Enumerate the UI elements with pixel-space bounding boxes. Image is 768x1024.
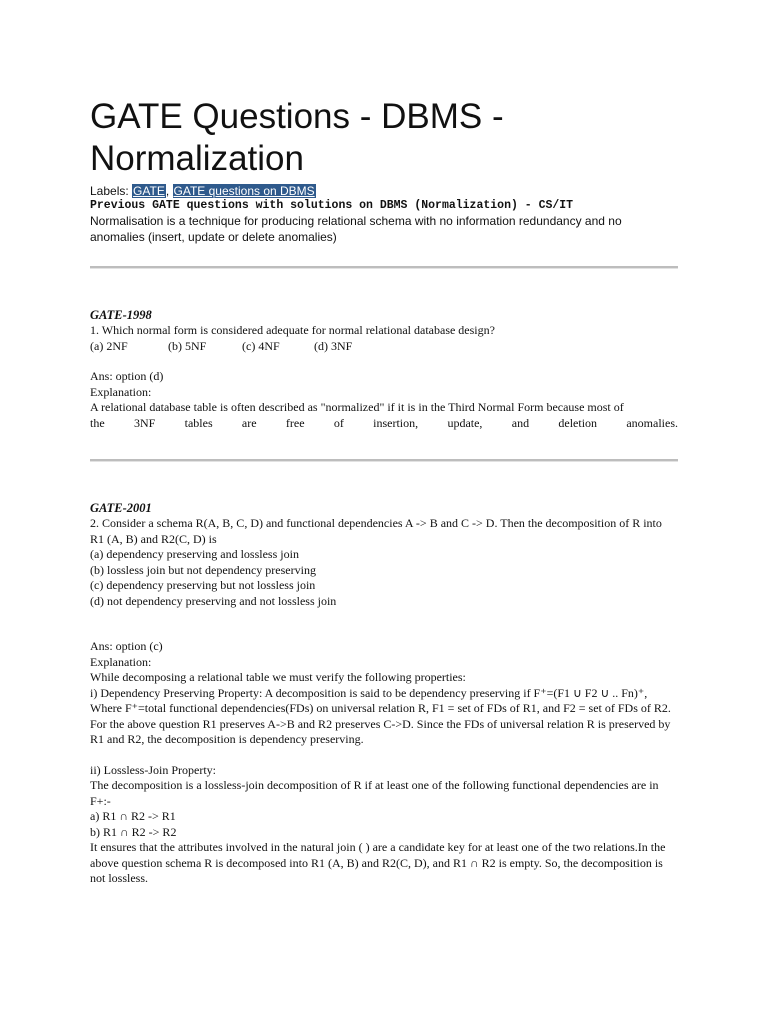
page-title xyxy=(90,96,678,180)
question-1-text: 1. Which normal form is considered adequate for normal relational database design? xyxy=(90,323,495,337)
section-title-gate-1998: GATE-1998 xyxy=(90,308,152,322)
labels-prefix: Labels: xyxy=(90,184,129,198)
labels-row xyxy=(90,184,678,198)
explanation-label-1: Explanation: xyxy=(90,384,152,399)
explanation-1-line-1: A relational database table is often described as "normalized" if it is in the Third Normal Form because most of xyxy=(90,400,624,414)
option-a: (a) dependency preserving and lossless join xyxy=(90,547,299,561)
title-line-2: Normalization xyxy=(90,139,304,178)
section-title-gate-2001: GATE-2001 xyxy=(90,501,152,515)
label-separator: , xyxy=(165,184,170,198)
option-a: (a) 2NF xyxy=(90,338,128,353)
dependency-preserving-property: i) Dependency Preserving Property: A decomposition is said to be dependency preserving if F⁺=(F1 ∪ F2 ∪ .. Fn)⁺, Where F⁺=total functional dependencies(FDs) on universal relation R, F1 = set of FDs of R1, and F2 = set of FDs of R2. xyxy=(90,685,671,715)
lossless-join-text: The decomposition is a lossless-join decomposition of R if at least one of the following functional dependencies are in F+:- xyxy=(90,778,659,808)
option-c: (c) dependency preserving but not lossless join xyxy=(90,578,316,592)
title-line-1: GATE Questions - DBMS - xyxy=(90,97,504,136)
intro-paragraph: Normalisation is a technique for producing relational schema with no information redundancy and no anomalies (insert, update or delete anomalies) xyxy=(90,214,622,244)
dependency-preserving-note: For the above question R1 preserves A->B and R2 preserves C->D. Since the FDs of universal relation R is preserved by R1 and R2, the decomposition is dependency preserving. xyxy=(90,716,671,746)
lossless-condition-b: b) R1 ∩ R2 -> R2 xyxy=(90,824,177,839)
question-1-options xyxy=(90,339,678,355)
option-b: (b) lossless join but not dependency preserving xyxy=(90,562,316,577)
lossless-condition-a: a) R1 ∩ R2 -> R1 xyxy=(90,809,176,823)
explanation-label-2: Explanation: xyxy=(90,654,152,669)
answer-1: Ans: option (d) xyxy=(90,369,164,383)
explanation-intro: While decomposing a relational table we must verify the following properties: xyxy=(90,670,466,684)
question-2 xyxy=(90,500,678,887)
answer-2: Ans: option (c) xyxy=(90,639,163,653)
lossless-join-title: ii) Lossless-Join Property: xyxy=(90,762,216,777)
article xyxy=(90,96,678,887)
label-link-gate[interactable]: GATE xyxy=(133,184,165,198)
option-d: (d) not dependency preserving and not lossless join xyxy=(90,593,337,608)
question-2-text: 2. Consider a schema R(A, B, C, D) and functional dependencies A -> B and C -> D. Then the decomposition of R into R1 (A, B) and R2(C, D) is xyxy=(90,516,662,546)
question-1 xyxy=(90,307,678,431)
page-subtitle: Previous GATE questions with solutions on DBMS (Normalization) - CS/IT xyxy=(90,199,574,212)
explanation-1-line-2: the 3NF tables are free of insertion, update, and deletion anomalies. xyxy=(90,415,678,430)
label-link-gate-dbms[interactable]: GATE questions on DBMS xyxy=(173,184,315,198)
conclusion-paragraph: It ensures that the attributes involved in the natural join ( ) are a candidate key for at least one of the two relations.In the above question schema R is decomposed into R1 (A, B) and R2(C, D), and R1 ∩ R2 is empty. So, the decomposition is not lossless. xyxy=(90,840,666,885)
option-c: (c) 4NF xyxy=(242,338,280,353)
option-b: (b) 5NF xyxy=(168,338,207,353)
option-d: (d) 3NF xyxy=(314,338,353,353)
